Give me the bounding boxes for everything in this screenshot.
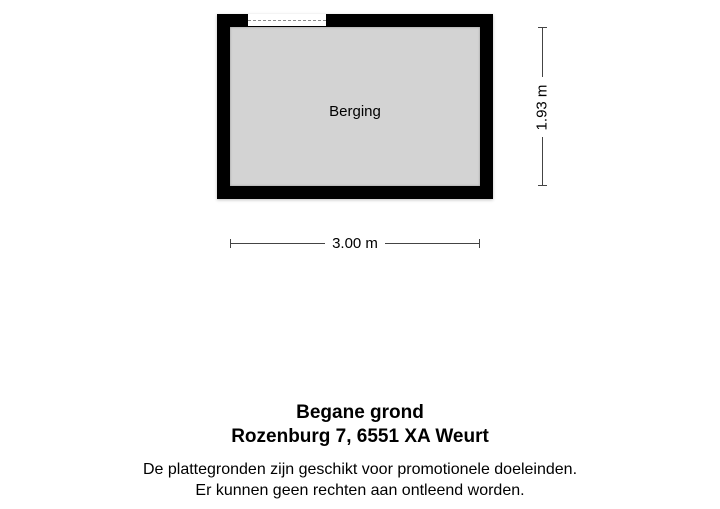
door-threshold-line: [248, 20, 326, 21]
dimension-line: [542, 137, 543, 186]
dimension-line: [385, 243, 480, 244]
width-dimension: [230, 236, 480, 250]
dimension-tick: [538, 185, 547, 186]
room-label: Berging: [329, 103, 381, 120]
dimension-tick: [479, 239, 480, 248]
height-dimension-label: 1.93 m: [533, 84, 551, 131]
disclaimer-line-2: Er kunnen geen rechten aan ontleend worden.: [195, 482, 525, 499]
width-dimension-label: 3.00 m: [332, 235, 378, 252]
height-dimension: [535, 27, 549, 186]
floor-name: Begane grond: [296, 402, 424, 423]
disclaimer-line-1: De plattegronden zijn geschikt voor promotionele doeleinden.: [142, 461, 578, 478]
address: Rozenburg 7, 6551 XA Weurt: [231, 426, 489, 447]
